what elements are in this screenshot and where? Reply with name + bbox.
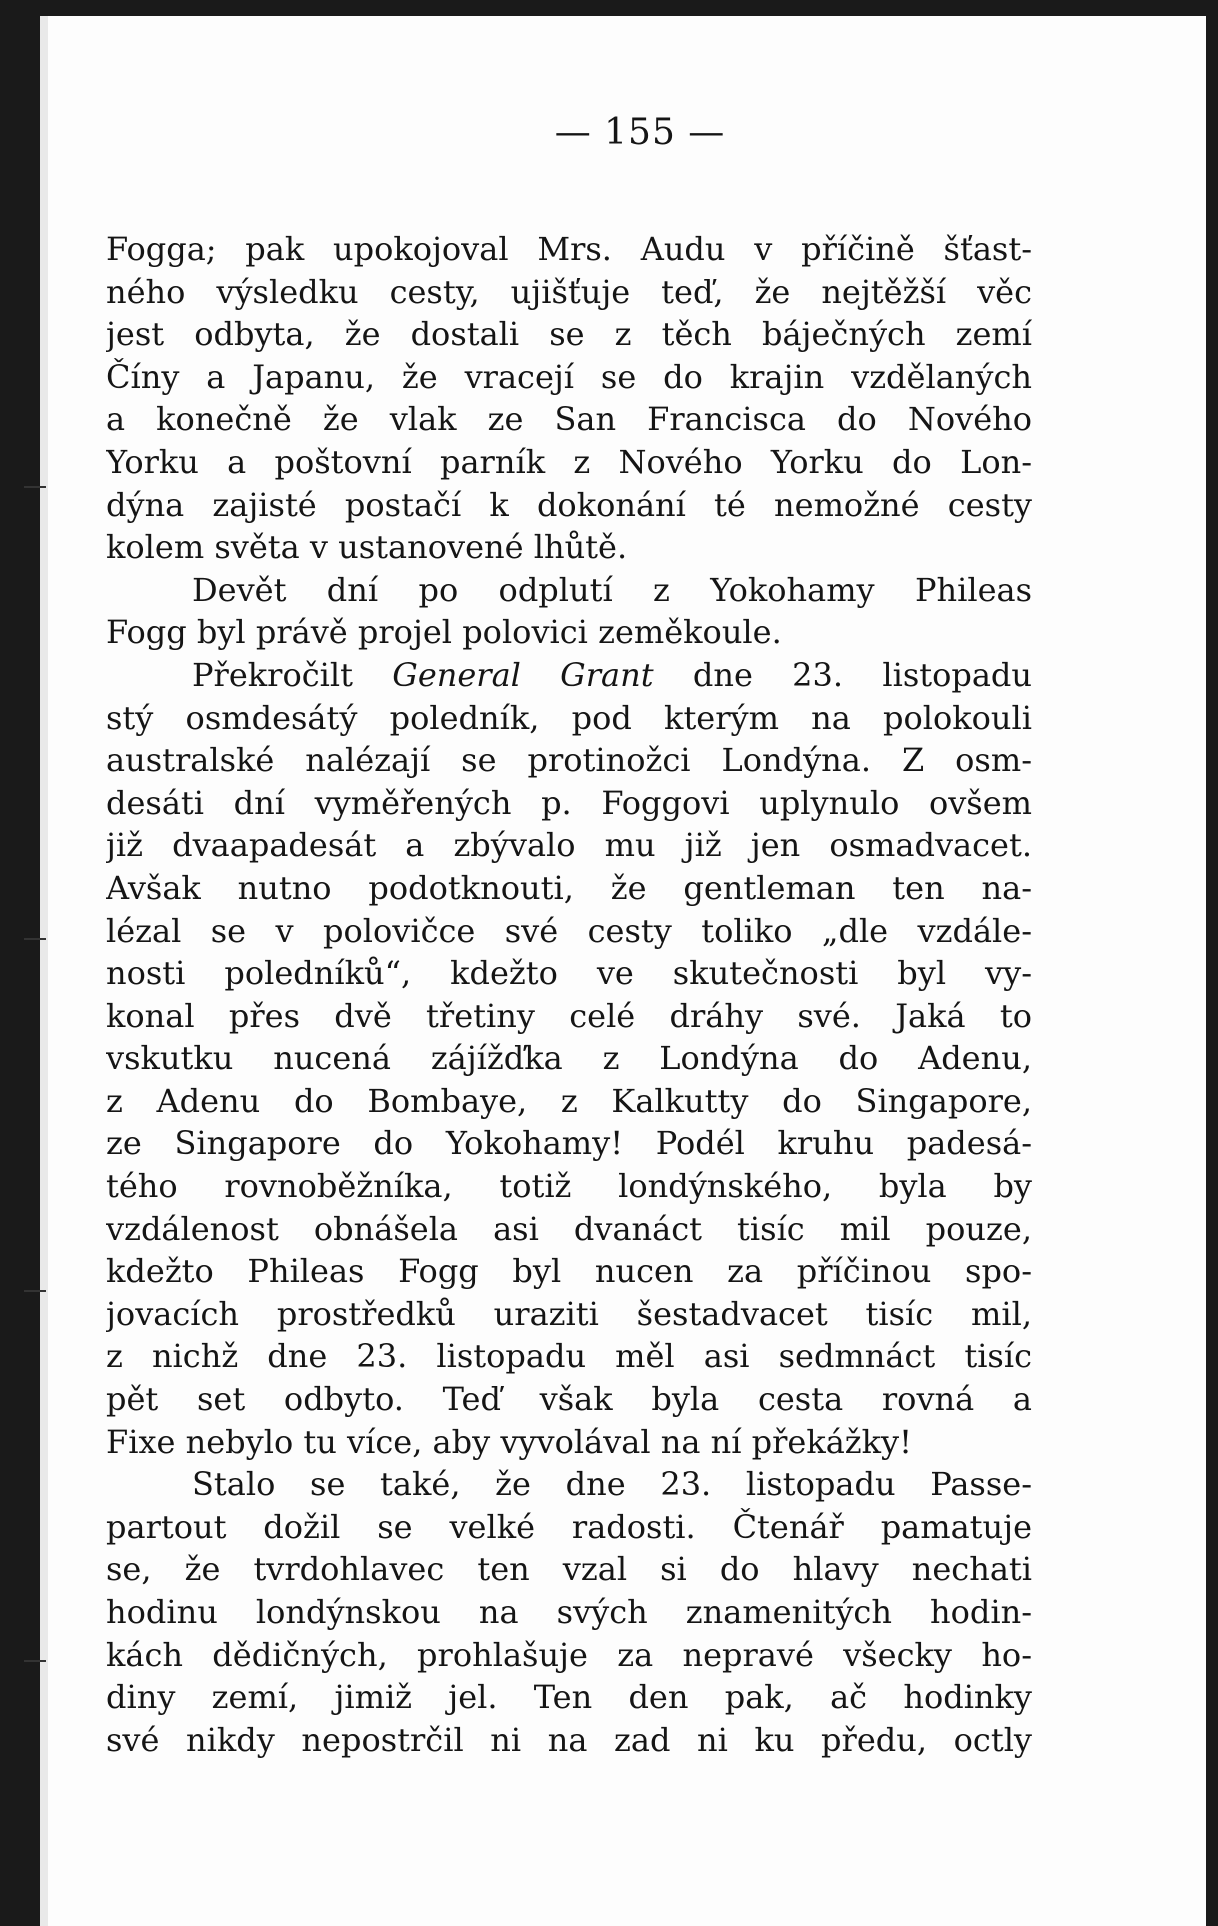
- text-line: desáti dní vyměřených p. Foggovi uplynulo ovšem: [106, 783, 1032, 822]
- text-line: ze Singapore do Yokohamy! Podél kruhu padesá-: [106, 1124, 1032, 1163]
- text-line: lézal se v polovičce své cesty toliko „dle vzdále-: [106, 911, 1032, 950]
- text-line: konal přes dvě třetiny celé dráhy své. Jaká to: [106, 996, 1032, 1035]
- scan-left-edge: [40, 16, 48, 1926]
- text-line: se, že tvrdohlavec ten vzal si do hlavy nechati: [106, 1550, 1032, 1589]
- text-line: a konečně že vlak ze San Francisca do Nového: [106, 400, 1032, 439]
- scan-top-border: [0, 0, 1218, 16]
- body-text: [106, 228, 1032, 1761]
- text-fragment: Překročilt: [192, 655, 353, 694]
- text-line: diny zemí, jimiž jel. Ten den pak, ač hodinky: [106, 1678, 1032, 1717]
- text-line: Avšak nutno podotknouti, že gentleman ten na-: [106, 868, 1032, 907]
- page-number: — 155 —: [554, 112, 726, 153]
- text-line: Fogg byl právě projel polovici zeměkoule.: [106, 613, 782, 652]
- margin-tick-mark: [24, 938, 46, 940]
- text-line: z Adenu do Bombaye, z Kalkutty do Singapore,: [106, 1081, 1032, 1120]
- ship-name: General Grant: [392, 655, 654, 694]
- text-line: tého rovnoběžníka, totiž londýnského, byla by: [106, 1167, 1032, 1206]
- text-line: stý osmdesátý poledník, pod kterým na polokouli: [106, 698, 1032, 737]
- text-line: dýna zajisté postačí k dokonání té nemožné cesty: [106, 485, 1032, 524]
- text-line: australské nalézají se protinožci Londýna. Z osm-: [106, 741, 1032, 780]
- text-line: partout dožil se velké radosti. Čtenář pamatuje: [106, 1507, 1032, 1546]
- text-line: své nikdy nepostrčil ni na zad ni ku předu, octly: [106, 1720, 1032, 1759]
- text-line: Yorku a poštovní parník z Nového Yorku do Lon-: [106, 442, 1032, 481]
- text-line: z nichž dne 23. listopadu měl asi sedmnáct tisíc: [106, 1337, 1032, 1376]
- text-line: Devět dní po odplutí z Yokohamy Phileas: [192, 570, 1032, 609]
- margin-tick-mark: [24, 1290, 46, 1292]
- text-line: Fixe nebylo tu více, aby vyvolával na ní překážky!: [106, 1422, 912, 1461]
- text-line: vzdálenost obnášela asi dvanáct tisíc mil pouze,: [106, 1209, 1032, 1248]
- text-line: Fogga; pak upokojoval Mrs. Audu v příčině šťast-: [106, 230, 1032, 268]
- text-line: již dvaapadesát a zbývalo mu již jen osmadvacet.: [106, 826, 1032, 865]
- text-line: nosti poledníků“, kdežto ve skutečnosti byl vy-: [106, 954, 1032, 993]
- text-line: ného výsledku cesty, ujišťuje teď, že nejtěžší věc: [106, 272, 1032, 311]
- margin-tick-mark: [24, 486, 46, 488]
- text-fragment: dne 23. listopadu: [692, 655, 1032, 694]
- text-line: jest odbyta, že dostali se z těch báječných zemí: [106, 315, 1032, 354]
- text-line: hodinu londýnskou na svých znamenitých hodin-: [106, 1593, 1032, 1631]
- scan-right-border: [1206, 0, 1218, 1926]
- text-line: kdežto Phileas Fogg byl nucen za příčinou spo-: [106, 1252, 1032, 1291]
- scan-left-border: [0, 0, 40, 1926]
- text-line: pět set odbyto. Teď však byla cesta rovná a: [106, 1380, 1032, 1419]
- text-line: vskutku nucená zájížďka z Londýna do Adenu,: [106, 1039, 1032, 1078]
- margin-tick-mark: [24, 1660, 46, 1662]
- text-line: Číny a Japanu, že vracejí se do krajin vzdělaných: [106, 357, 1032, 396]
- text-line: kolem světa v ustanovené lhůtě.: [106, 528, 628, 567]
- text-line: jovacích prostředků uraziti šestadvacet tisíc mil,: [106, 1294, 1032, 1333]
- text-line-with-ship-name: [106, 654, 1032, 697]
- text-line: Stalo se také, že dne 23. listopadu Passe-: [192, 1465, 1032, 1504]
- text-line: kách dědičných, prohlašuje za nepravé všecky ho-: [106, 1635, 1032, 1674]
